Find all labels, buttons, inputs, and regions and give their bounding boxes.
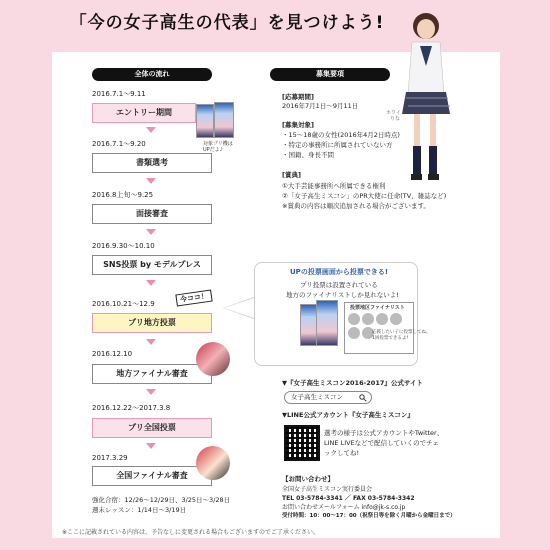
contact-hours: 受付時間：10：00～17：00（祝祭日等を除く月曜から金曜日まで）	[282, 513, 456, 519]
vote-screen-note: 応援したい子に投票してね。 1回投票できるよ!	[372, 330, 431, 341]
step-sns-vote: SNS投票 by モデルプレス	[92, 255, 212, 275]
period-text: 2016年7月1日～9月11日	[282, 102, 359, 110]
step-pri-local: プリ地方投票	[92, 313, 212, 333]
flow-arrow	[146, 443, 156, 449]
footnote: ※ここに記載されている内容は、予告なしに変更される場合もございますのでご了承ください。	[62, 529, 320, 536]
finalist-thumb	[376, 313, 388, 325]
target-3: ・国籍、身長不問	[282, 151, 334, 159]
bubble-tail	[224, 298, 254, 318]
line-qr-code[interactable]	[284, 425, 320, 461]
flow-arrow	[146, 127, 156, 133]
step-date-6: 2016.12.10	[92, 350, 133, 358]
finalist-thumb	[390, 313, 402, 325]
step-date-1: 2016.7.1～9.11	[92, 90, 146, 98]
now-badge: 今ココ！	[175, 290, 212, 307]
step-local-final: 地方ファイナル審査	[92, 364, 212, 384]
step-date-4: 2016.9.30～10.10	[92, 242, 155, 250]
step-interview: 面接審査	[92, 204, 212, 224]
target-2: ・特定の事務所に所属されていない方	[282, 141, 393, 149]
bubble-line-1: プリ投票は設置されている	[300, 281, 378, 289]
magazine-image	[214, 102, 234, 138]
step-date-5: 2016.10.21～12.9	[92, 300, 155, 308]
flow-arrow	[146, 229, 156, 235]
weekly-lesson-text: 週末レッスン：1/14日～3/19日	[92, 506, 187, 514]
flow-title: 全体の流れ	[92, 68, 212, 81]
step-document: 書類選考	[92, 153, 212, 173]
training-text: 強化合宿：12/26～12/29日、3/25日～3/28日	[92, 496, 231, 504]
headline: 「今の女子高生の代表」を見つけよう!	[69, 13, 385, 33]
contact-tel: TEL 03-5784-3341 ／ FAX 03-5784-3342	[282, 495, 415, 502]
search-icon	[359, 394, 367, 402]
search-text: 女子高生ミスコン	[291, 393, 343, 401]
prize-3: ※賞典の内容は順次追加される場合がございます。	[282, 202, 430, 210]
site-heading: ▼『女子高生ミスコン2016-2017』公式サイト	[282, 379, 423, 387]
line-heading: ▼LINE公式アカウント『女子高生ミスコン』	[282, 411, 414, 419]
target-1: ・15～18歳の女性(2016年4月2日時点)	[282, 131, 400, 139]
flow-arrow	[146, 339, 156, 345]
contact-mail: お問い合わせメールフォーム info@jk-s.co.jp	[282, 504, 406, 511]
finalist-thumb	[348, 327, 360, 339]
prize-1: ①大手芸能事務所へ所属できる権利	[282, 182, 386, 190]
step-date-8: 2017.3.29	[92, 454, 128, 462]
target-heading: [募集対象]	[282, 121, 314, 129]
step-date-7: 2016.12.22～2017.3.8	[92, 404, 171, 412]
magazine-image	[316, 300, 338, 346]
model-photo	[400, 6, 454, 186]
model-caption: ホワイト りな	[386, 110, 406, 122]
finalist-thumb	[362, 313, 374, 325]
contact-org: 全国女子高生ミスコン実行委員会	[282, 486, 373, 493]
flow-arrow	[146, 389, 156, 395]
magazine-image	[196, 104, 214, 138]
flow-arrow	[146, 280, 156, 286]
flow-arrow	[146, 178, 156, 184]
line-text: 選考の様子は公式アカウントやTwitter、LINE LIVEなどで配信していくのでチェックしてね!	[324, 429, 444, 457]
bubble-title: UPの投票画面から投票できる!	[290, 268, 389, 276]
recruit-title: 募集要項	[270, 68, 390, 81]
prize-2: ②「女子高生ミスコン」のPR大使に任命(TV、雑誌など)	[282, 192, 447, 200]
period-heading: [応募期間]	[282, 93, 314, 101]
prize-heading: [賞典]	[282, 171, 301, 179]
step-national-final: 全国ファイナル審査	[92, 466, 212, 486]
vote-screen-label: 投票地区ファイナリスト	[350, 305, 405, 311]
step-date-2: 2016.7.1～9.20	[92, 140, 146, 148]
step-date-3: 2016.8上旬～9.25	[92, 191, 154, 199]
event-photo	[196, 446, 230, 480]
bubble-line-2: 地方のファイナリストしか見れないよ!	[286, 291, 399, 299]
site-search-box[interactable]	[284, 391, 372, 404]
event-photo	[196, 342, 230, 376]
contact-heading: 【お問い合わせ】	[282, 475, 334, 483]
step-entry: エントリー期間	[92, 103, 196, 123]
step-pri-national: プリ全国投票	[92, 418, 212, 438]
target-pri-note: 対象プリ機は UPだよ♪	[203, 141, 233, 153]
finalist-thumb	[348, 313, 360, 325]
